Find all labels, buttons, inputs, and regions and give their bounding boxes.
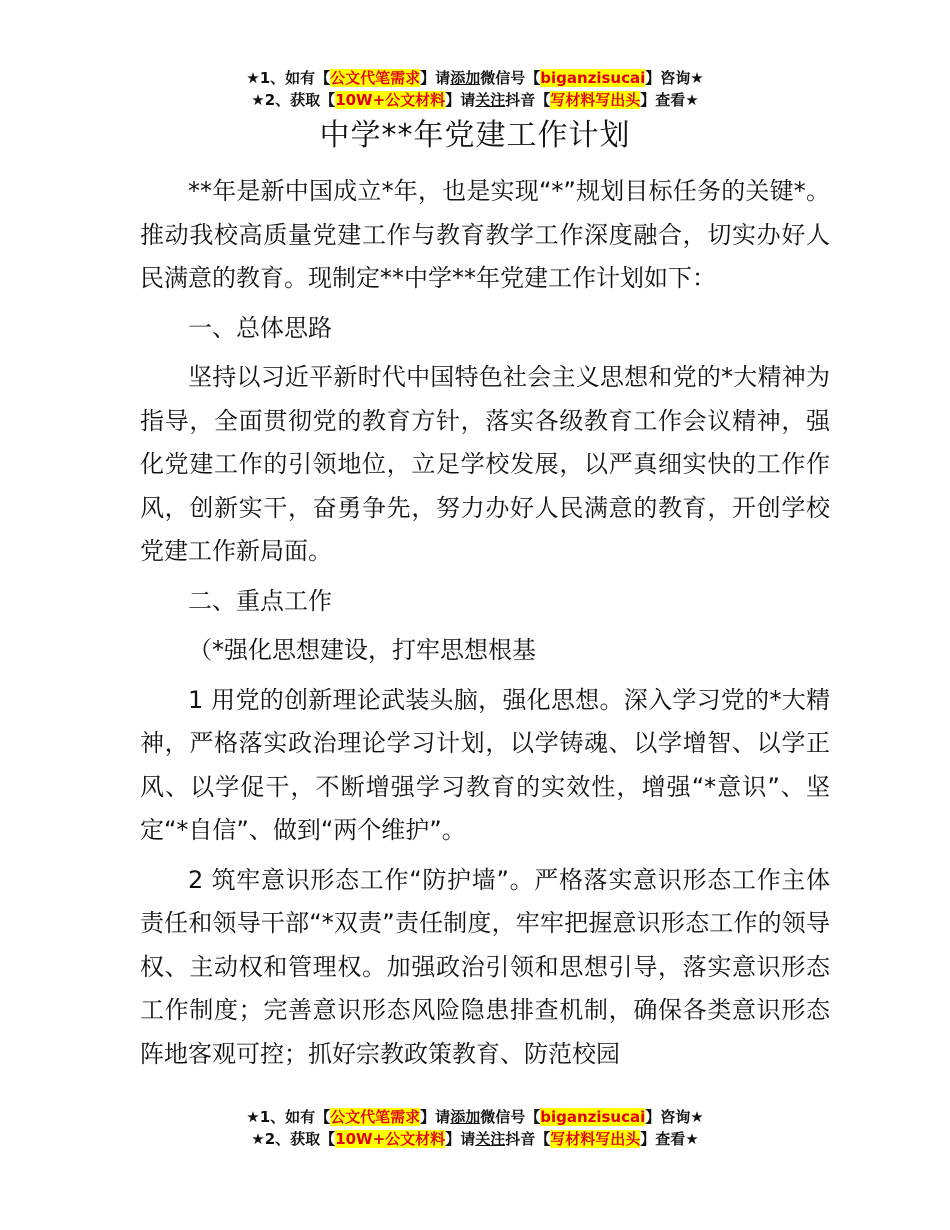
highlight-text: 10W+公文材料 xyxy=(335,1130,446,1148)
banner-line-1 xyxy=(0,67,950,89)
subsection-heading-1: （*强化思想建设，打牢思想根基 xyxy=(188,636,536,664)
banner-line-1 xyxy=(0,1106,950,1128)
banner-text: 微信号【 xyxy=(480,1108,541,1126)
footer-banner xyxy=(0,1106,950,1150)
underlined-text: 添加 xyxy=(450,1108,481,1126)
banner-text: ★2、获取【 xyxy=(251,91,336,109)
underlined-text: 关注 xyxy=(475,91,506,109)
highlight-text: 写材料写出头 xyxy=(550,1130,641,1148)
header-banner xyxy=(0,67,950,111)
banner-text: 】咨询★ xyxy=(645,1108,704,1126)
banner-text: 抖音【 xyxy=(505,1130,551,1148)
banner-text: 】请 xyxy=(445,1130,476,1148)
banner-text: 】请 xyxy=(445,91,476,109)
banner-text: ★1、如有【 xyxy=(246,1108,331,1126)
highlight-text: 10W+公文材料 xyxy=(335,91,446,109)
highlight-text: 公文代笔需求 xyxy=(330,69,421,87)
banner-text: 】请 xyxy=(420,1108,451,1126)
paragraph-intro: **年是新中国成立*年，也是实现“*”规划目标任务的关键*。推动我校高质量党建工作与教育教学工作深度融合，切实办好人民满意的教育。现制定**中学**年党建工作计划如下： xyxy=(140,177,830,292)
banner-text: 微信号【 xyxy=(480,69,541,87)
paragraph-item-2: 2 筑牢意识形态工作“防护墙”。严格落实意识形态工作主体责任和领导干部“*双责”责任制度，牢牢把握意识形态工作的领导权、主动权和管理权。加强政治引领和思想引导，落实意识形态工作制度；完善意识形态风险隐患排查机制，确保各类意识形态阵地客观可控；抓好宗教政策教育、防范校园 xyxy=(140,865,830,1068)
highlight-text: 公文代笔需求 xyxy=(330,1108,421,1126)
paragraph-item-1: 1 用党的创新理论武装头脑，强化思想。深入学习党的*大精神，严格落实政治理论学习计划，以学铸魂、以学增智、以学正风、以学促干，不断增强学习教育的实效性，增强“*意识”、坚定“*自信”、做到“两个维护”。 xyxy=(140,685,830,844)
paragraph-overall-approach: 坚持以习近平新时代中国特色社会主义思想和党的*大精神为指导，全面贯彻党的教育方针，落实各级教育工作会议精神，强化党建工作的引领地位，立足学校发展，以严真细实快的工作作风，创新实干，奋勇争先，努力办好人民满意的教育，开创学校党建工作新局面。 xyxy=(140,363,830,565)
banner-text: 】查看★ xyxy=(640,91,699,109)
document-body xyxy=(140,170,830,1082)
document-title: 中学**年党建工作计划 xyxy=(319,118,631,153)
section-heading-1: 一、总体思路 xyxy=(188,313,332,342)
highlight-text: 写材料写出头 xyxy=(550,91,641,109)
underlined-text: 添加 xyxy=(450,69,481,87)
banner-line-2 xyxy=(0,89,950,111)
banner-text: 】请 xyxy=(420,69,451,87)
underlined-text: 关注 xyxy=(475,1130,506,1148)
banner-text: 抖音【 xyxy=(505,91,551,109)
highlight-text: biganzisucai xyxy=(540,69,646,87)
banner-line-2 xyxy=(0,1128,950,1150)
banner-text: 】查看★ xyxy=(640,1130,699,1148)
banner-text: 】咨询★ xyxy=(645,69,704,87)
banner-text: ★2、获取【 xyxy=(251,1130,336,1148)
section-heading-2: 二、重点工作 xyxy=(188,586,332,615)
banner-text: ★1、如有【 xyxy=(246,69,331,87)
highlight-text: biganzisucai xyxy=(540,1108,646,1126)
